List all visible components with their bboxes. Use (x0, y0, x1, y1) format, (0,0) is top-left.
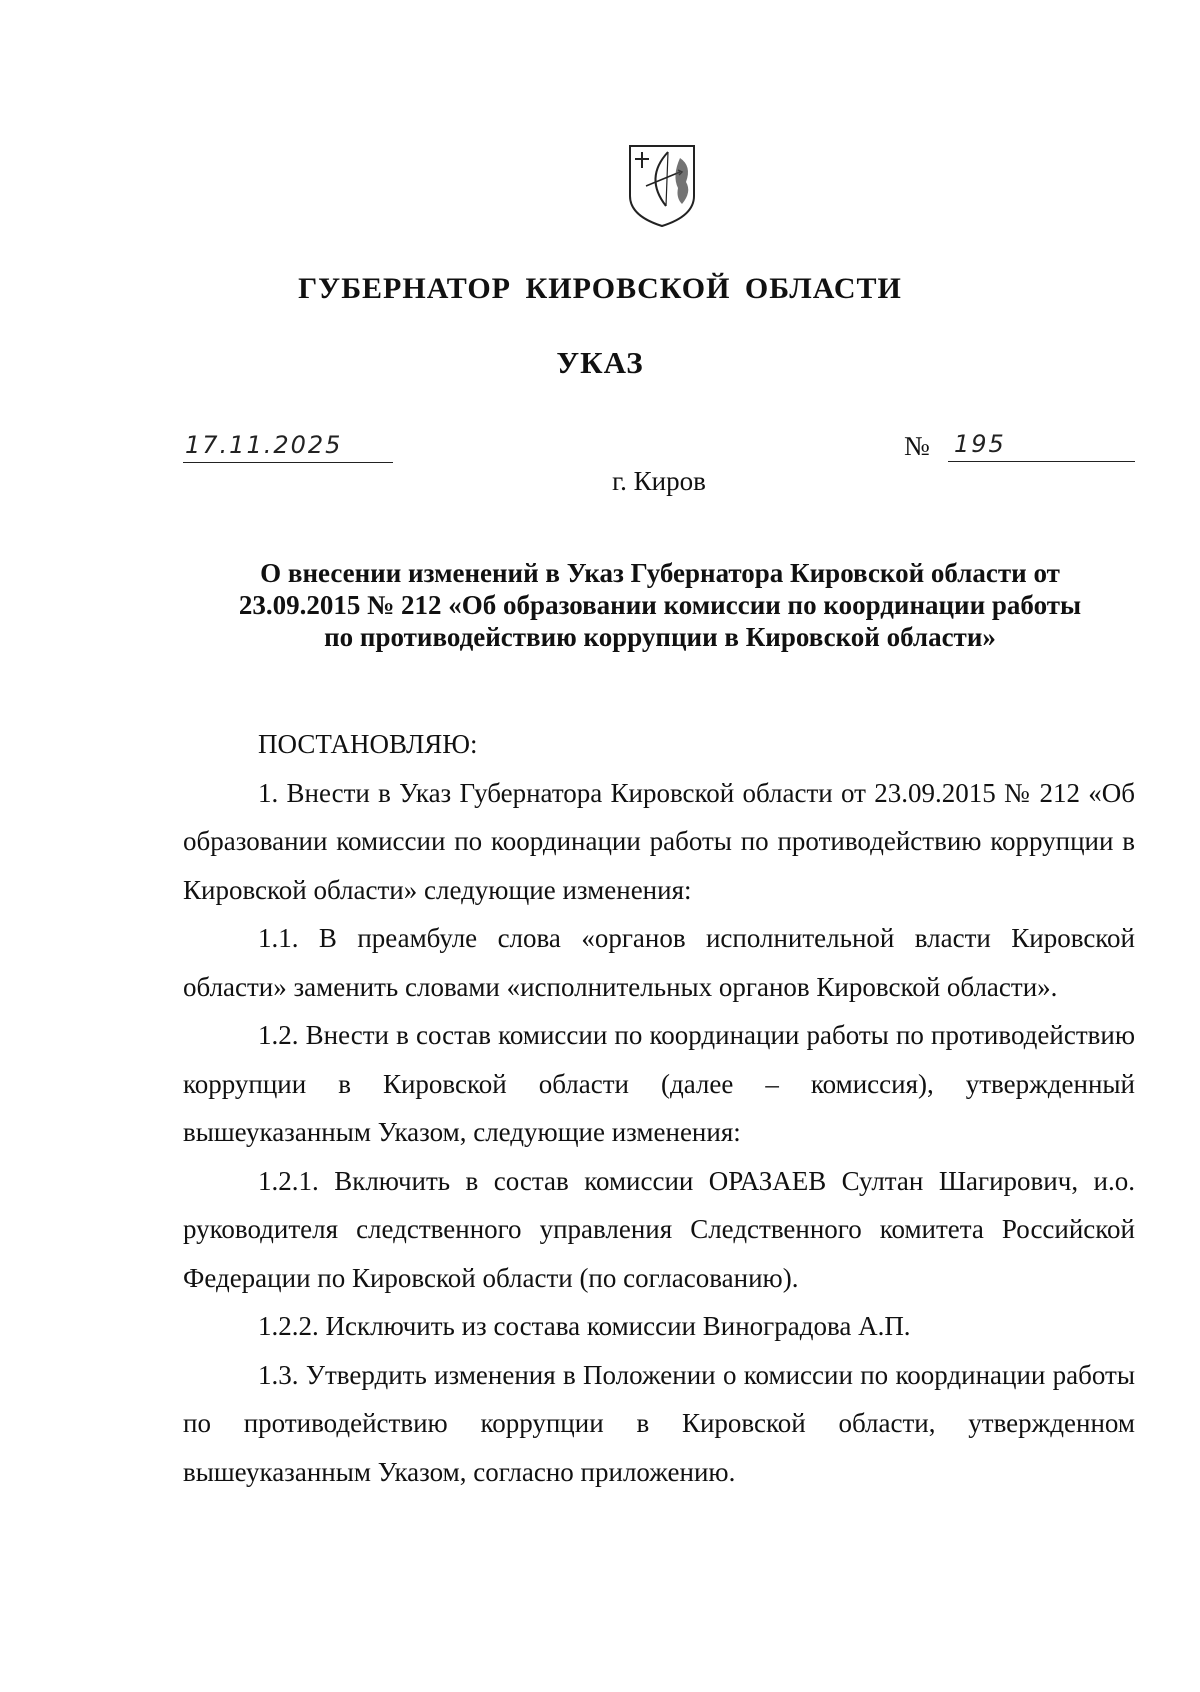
number-line (948, 431, 1135, 462)
document-number-field (904, 428, 1135, 462)
document-body (183, 720, 1135, 1496)
document-number: 195 (954, 430, 1006, 458)
coat-of-arms-icon (626, 142, 698, 230)
paragraph-1-2: 1.2. Внести в состав комиссии по координации работы по противодействию коррупции в Кировской области (далее – комиссия), утвержденный вышеуказанным Указом, следующие изменения: (183, 1020, 1135, 1147)
issuing-authority: ГУБЕРНАТОР КИРОВСКОЙ ОБЛАСТИ (298, 272, 902, 305)
document-title: О внесении изменений в Указ Губернатора Кировской области от 23.09.2015 № 212 «Об образовании комиссии по координации работы по противодействию коррупции в Кировской области» (238, 558, 1082, 652)
document-date: 17.11.2025 (185, 431, 343, 459)
paragraph-1: 1. Внести в Указ Губернатора Кировской области от 23.09.2015 № 212 «Об образовании комиссии по координации работы по противодействию коррупции в Кировской области» следующие изменения: (183, 777, 1135, 905)
city: г. Киров (612, 466, 706, 496)
document-date-field (183, 432, 393, 463)
paragraph-1-2-1: 1.2.1. Включить в состав комиссии ОРАЗАЕВ Султан Шагирович, и.о. руководителя следственного управления Следственного комитета Российской Федерации по Кировской области (по согласованию). (183, 1165, 1135, 1293)
document-type: УКАЗ (556, 345, 644, 380)
paragraph-1-1: 1.1. В преамбуле слова «органов исполнительной власти Кировской области» заменить словами «исполнительных органов Кировской области». (183, 923, 1135, 1002)
decree-lead: ПОСТАНОВЛЯЮ: (258, 729, 478, 759)
paragraph-1-3: 1.3. Утвердить изменения в Положении о комиссии по координации работы по противодействию коррупции в Кировской области, утвержденном вышеуказанным Указом, согласно приложению. (183, 1359, 1135, 1487)
number-sign: № (904, 431, 930, 461)
paragraph-1-2-2: 1.2.2. Исключить из состава комиссии Виноградова А.П. (258, 1311, 911, 1341)
